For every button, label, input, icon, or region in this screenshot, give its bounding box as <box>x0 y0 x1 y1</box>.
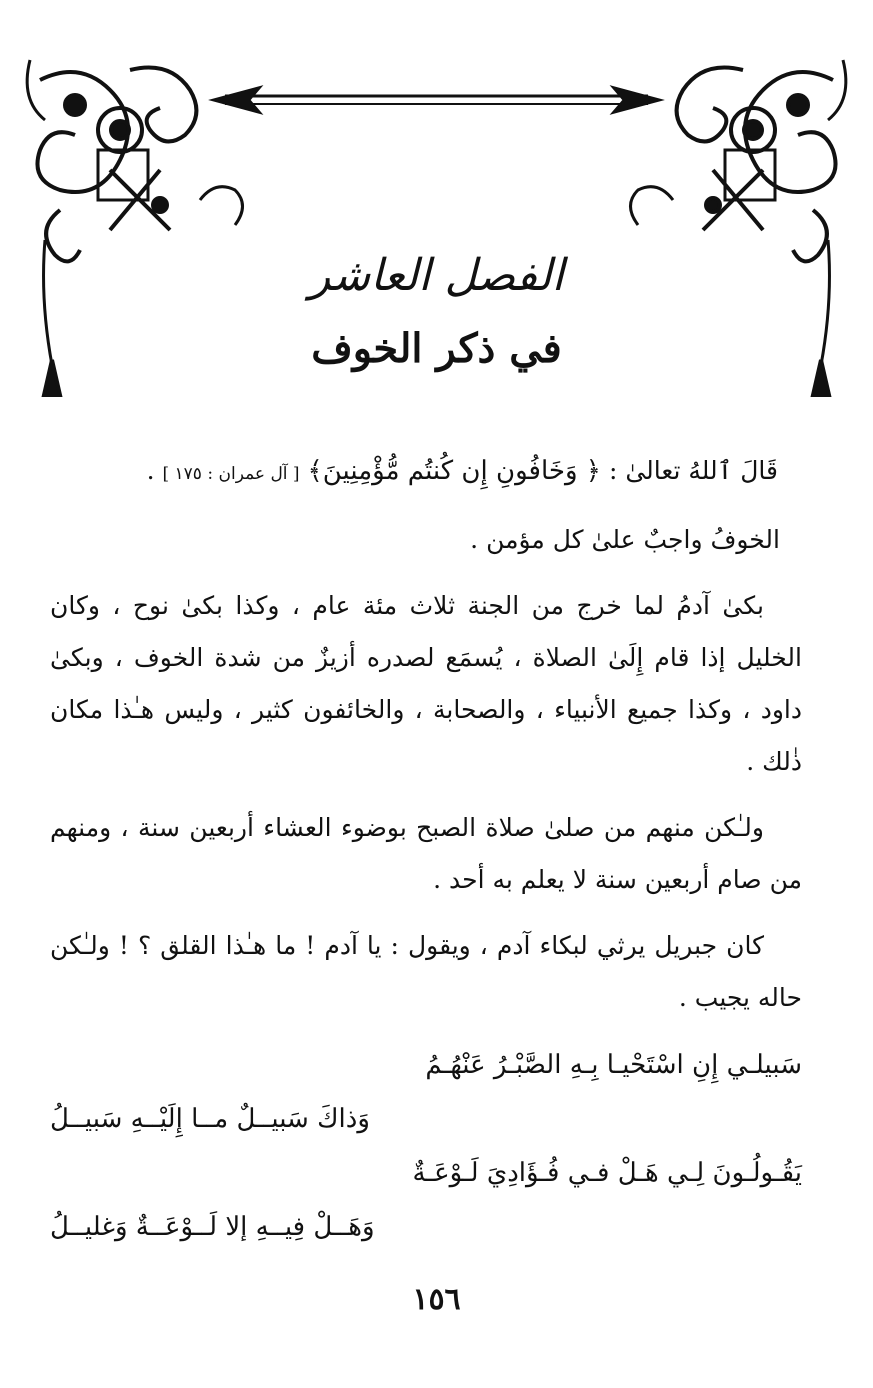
poem-line-1: سَبيلـي إِنِ اسْتَحْيـا بِـهِ الصَّبْـرُ عَنْهُـمُ <box>425 1050 802 1080</box>
paragraph-prophets-weeping: بكىٰ آدمُ لما خرج من الجنة ثلاث مئة عام ، وكذا بكىٰ نوح ، وكان الخليل إذا قام إِلَىٰ الصلاة ، يُسمَع لصدره أزيزٌ من شدة الخوف ، وبكىٰ داود ، وكذا جميع الأنبياء ، والصحابة ، والخائفون كثير ، وليس هـٰذا مكان ذٰلك . <box>50 591 802 776</box>
poem <box>50 1038 802 1254</box>
verse-end-mark: . <box>146 456 155 485</box>
body-text <box>50 445 802 1038</box>
paragraph-devotion: ولـٰكن منهم من صلىٰ صلاة الصبح بوضوء العشاء أربعين سنة ، ومنهم من صام أربعين سنة لا يعلم به أحد . <box>50 813 802 894</box>
quran-reference: [ آل عمران : ١٧٥ ] <box>162 464 300 484</box>
verse-intro: قَالَ ٱللهُ تعالىٰ : <box>608 456 778 485</box>
paragraph-fear-obligation: الخوفُ واجبٌ علىٰ كل مؤمن . <box>470 525 780 554</box>
page-number: ١٥٦ <box>412 1282 461 1317</box>
poem-line-2: وَذاكَ سَبيــلٌ مــا إِلَيْــهِ سَبيــلُ <box>50 1104 370 1134</box>
chapter-subtitle: في ذكر الخوف <box>311 325 562 372</box>
chapter-title: الفصل العاشر <box>309 250 564 301</box>
poem-line-3: يَقُـولُـونَ لِـي هَـلْ فـي فُـؤَادِيَ لَـوْعَـةٌ <box>412 1158 802 1188</box>
paragraph-jibril: كان جبريل يرثي لبكاء آدم ، ويقول : يا آدم ! ما هـٰذا القلق ؟ ! ولـٰكن حاله يجيب . <box>50 931 802 1012</box>
frame-top-bar <box>210 86 663 114</box>
poem-line-4: وَهَــلْ فِيــهِ إلا لَــوْعَــةٌ وَغليــلُ <box>50 1212 375 1242</box>
quran-quote: ﴿ وَخَافُونِ إِن كُنتُم مُّؤْمِنِينَ﴾ <box>307 456 602 486</box>
paragraph-quran-verse <box>50 445 802 500</box>
